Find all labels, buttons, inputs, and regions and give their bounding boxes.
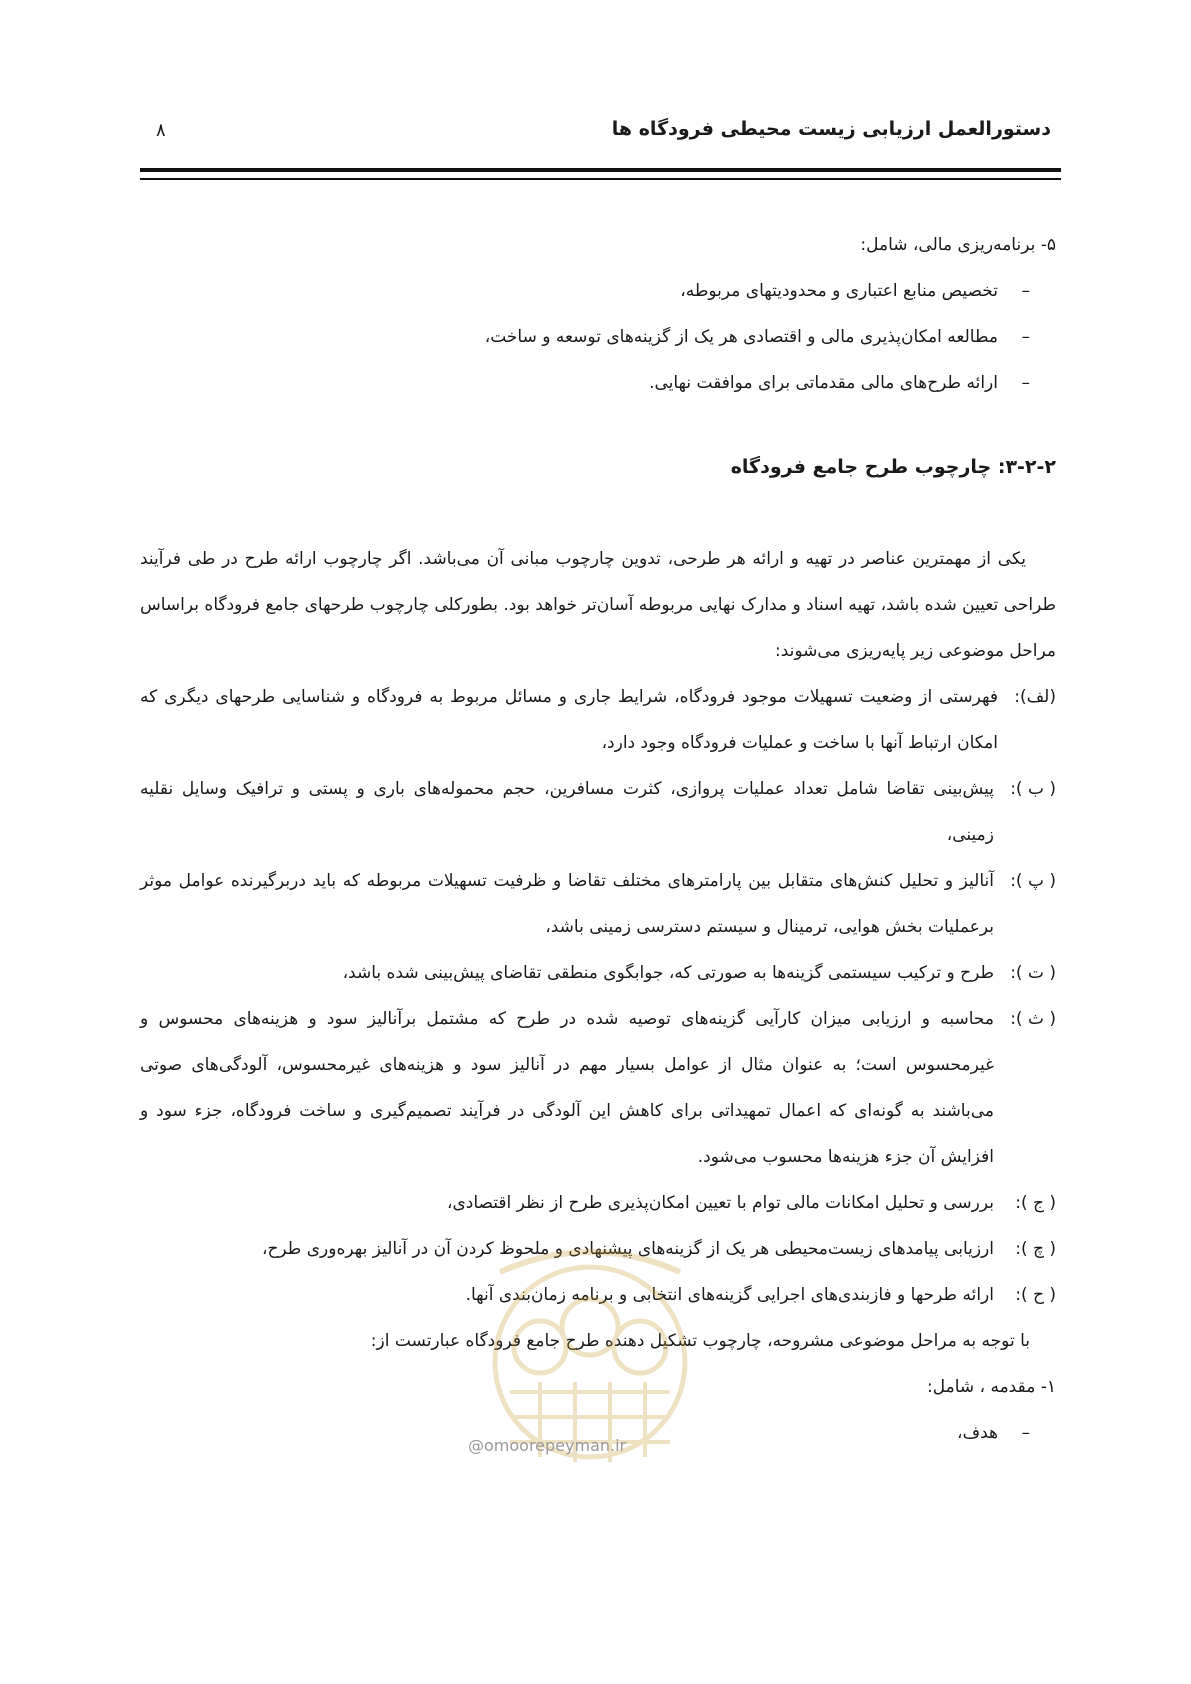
list-item bbox=[140, 766, 1056, 858]
list-item bbox=[140, 858, 1056, 950]
closing-paragraph: با توجه به مراحل موضوعی مشروحه، چارچوب تشکیل دهنده طرح جامع فرودگاه عبارتست از: bbox=[370, 1331, 1030, 1351]
item-text: بررسی و تحلیل امکانات مالی توام با تعیین امکان‌پذیری طرح از نظر اقتصادی، bbox=[447, 1193, 994, 1213]
item-label: ( ت ): bbox=[1010, 963, 1056, 983]
item-text: ارائه طرحها و فازبندی‌های اجرایی گزینه‌های انتخابی و برنامه زمان‌بندی آنها. bbox=[465, 1285, 994, 1305]
framework-steps-list bbox=[140, 674, 1056, 1318]
intro-text: یکی از مهمترین عناصر در تهیه و ارائه هر طرحی، تدوین چارچوب مبانی آن می‌باشد. اگر چارچوب ارائه طرح در طی فرآیند طراحی تعیین شده باشد، تهیه اسناد و مدارک نهایی مربوطه آسان‌تر خواهد بود. بطورکلی چارچوب طرحهای جامع فرودگاه براساس مراحل موضوعی زیر پایه‌ریزی می‌شوند: bbox=[140, 549, 1056, 661]
page-body bbox=[140, 222, 1056, 1456]
financial-list bbox=[140, 268, 1056, 406]
watermark-text: @omoorepeyman.ir bbox=[468, 1436, 627, 1455]
item-text: آنالیز و تحلیل کنش‌های متقابل بین پارامترهای مختلف تقاضا و ظرفیت تسهیلات مربوطه که باید دربرگیرنده عوامل موثر برعملیات بخش هوایی، ترمینال و سیستم دسترسی زمینی باشد، bbox=[140, 871, 994, 937]
item-label: ( چ ): bbox=[1015, 1239, 1056, 1259]
financial-planning-title: ۵- برنامه‌ریزی مالی، شامل: bbox=[860, 235, 1056, 255]
document-title: دستورالعمل ارزیابی زیست محیطی فرودگاه ها bbox=[611, 118, 1051, 140]
item-text: ارزیابی پیامدهای زیست‌محیطی هر یک از گزینه‌های پیشنهادی و ملحوظ کردن آن در آنالیز بهره‌وری طرح، bbox=[261, 1239, 994, 1259]
page-number: ۸ bbox=[156, 120, 166, 141]
item-text: پیش‌بینی تقاضا شامل تعداد عملیات پروازی، کثرت مسافرین، حجم محموله‌های باری و پستی و ترافیک وسایل نقلیه زمینی، bbox=[140, 779, 994, 845]
list-item: – هدف، bbox=[140, 1410, 1030, 1456]
list-item: – تخصیص منابع اعتباری و محدودیتهای مربوطه، bbox=[140, 268, 1030, 314]
item-label: ( ح ): bbox=[1015, 1285, 1056, 1305]
item-text: محاسبه و ارزیابی میزان کارآیی گزینه‌های توصیه شده در طرح که مشتمل برآنالیز سود و هزینه‌های محسوس و غیرمحسوس است؛ به عنوان مثال از عوامل بسیار مهم در آنالیز سود و هزینه‌های غیرمحسوس، آلودگی‌های صوتی می‌باشند به گونه‌ای که اعمال تمهیداتی برای کاهش این آلودگی در فرآیند تصمیم‌گیری و ساخت فرودگاه، جزء سود و افزایش آن جزء هزینه‌ها محسوب می‌شود. bbox=[140, 1009, 994, 1167]
item-label: ( ج ): bbox=[1015, 1193, 1056, 1213]
list-item bbox=[140, 674, 1056, 766]
item-label: (لف): bbox=[1014, 687, 1056, 707]
section-heading: ۳-۲-۲: چارچوب طرح جامع فرودگاه bbox=[730, 456, 1056, 478]
header-rule-thin bbox=[140, 178, 1061, 180]
page-header bbox=[140, 118, 1051, 158]
item-label: ( ب ): bbox=[1010, 779, 1056, 799]
list-item: – ارائه طرح‌های مالی مقدماتی برای موافقت نهایی. bbox=[140, 360, 1030, 406]
intro-paragraph bbox=[140, 536, 1056, 674]
list-item bbox=[140, 1226, 1056, 1272]
list-item bbox=[140, 1180, 1056, 1226]
item-label: ( ث ): bbox=[1010, 1009, 1056, 1029]
list-item bbox=[140, 1272, 1056, 1318]
list-item bbox=[140, 996, 1056, 1180]
introduction-subheading: ۱- مقدمه ، شامل: bbox=[927, 1377, 1056, 1397]
list-item: – مطالعه امکان‌پذیری مالی و اقتصادی هر یک از گزینه‌های توسعه و ساخت، bbox=[140, 314, 1030, 360]
item-label: ( پ ): bbox=[1010, 871, 1056, 891]
item-text: طرح و ترکیب سیستمی گزینه‌ها به صورتی که، جوابگوی منطقی تقاضای پیش‌بینی شده باشد، bbox=[342, 963, 994, 983]
header-rule-thick bbox=[140, 168, 1061, 172]
list-item bbox=[140, 950, 1056, 996]
item-text: فهرستی از وضعیت تسهیلات موجود فرودگاه، شرایط جاری و مسائل مربوط به فرودگاه و شناسایی طرحهای دیگری که امکان ارتباط آنها با ساخت و عملیات فرودگاه وجود دارد، bbox=[140, 687, 998, 753]
